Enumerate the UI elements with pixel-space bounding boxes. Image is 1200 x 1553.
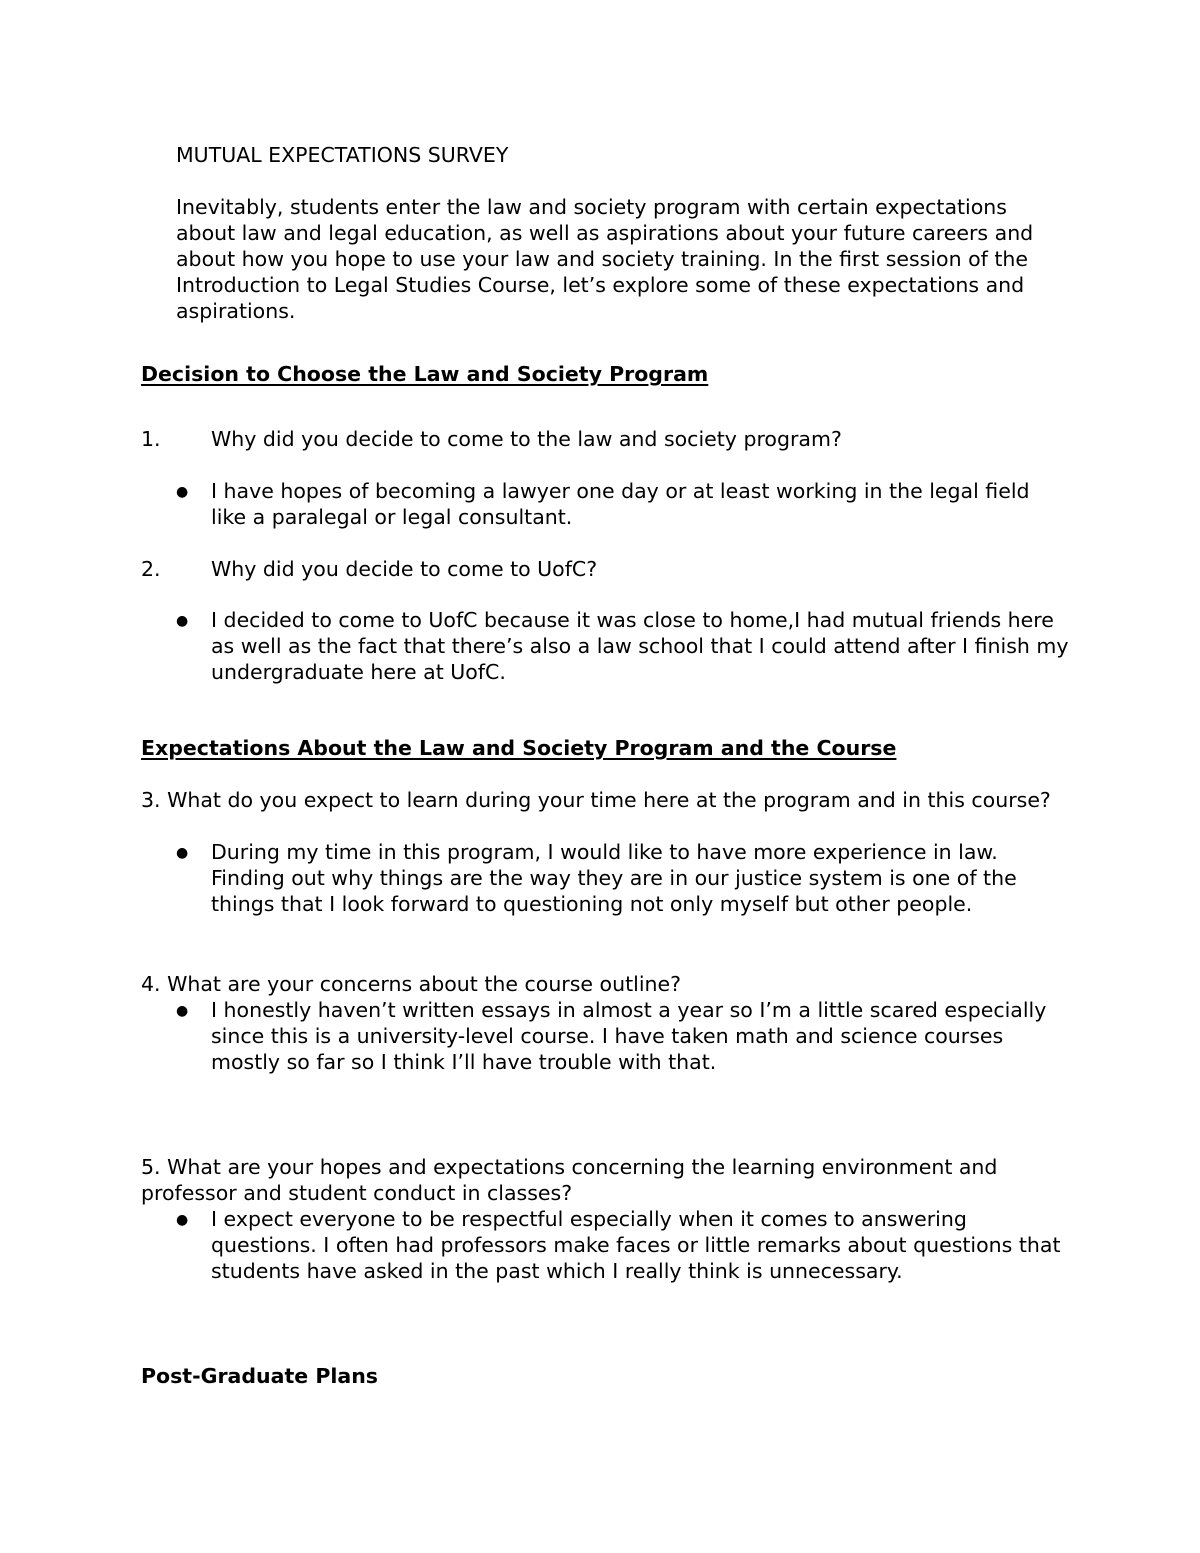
section-heading-post-graduate: Post-Graduate Plans — [141, 1364, 379, 1388]
answer-text: I have hopes of becoming a lawyer one day or at least working in the legal field like a paralegal or legal consultant. — [211, 479, 1030, 529]
question-text: 3. What do you expect to learn during your time here at the program and in this course? — [141, 788, 1051, 812]
answer-text: I expect everyone to be respectful especially when it comes to answering questions. I often had professors make faces or little remarks about questions that students have asked in the past which I really think is unnecessary. — [211, 1207, 1061, 1283]
document-title: MUTUAL EXPECTATIONS SURVEY — [176, 143, 509, 167]
answer-text: I decided to come to UofC because it was close to home,I had mutual friends here as well as the fact that there’s also a law school that I could attend after I finish my undergraduate here at UofC. — [211, 608, 1069, 684]
bullet-icon: ● — [176, 1212, 189, 1228]
answer-text: I honestly haven’t written essays in almost a year so I’m a little scared especially since this is a university-level course. I have taken math and science courses mostly so far so I think I’ll have trouble with that. — [211, 998, 1047, 1074]
question-number: 2. — [141, 557, 161, 581]
bullet-icon: ● — [176, 613, 189, 629]
section-heading-expectations: Expectations About the Law and Society Program and the Course — [141, 736, 897, 760]
question-text: 4. What are your concerns about the course outline? — [141, 972, 681, 996]
question-text: Why did you decide to come to UofC? — [211, 557, 598, 581]
answer-text: During my time in this program, I would like to have more experience in law. Finding out why things are the way they are in our justice system is one of the things that I look forward to questioning not only myself but other people. — [211, 840, 1017, 916]
section-heading-decision: Decision to Choose the Law and Society Program — [141, 362, 709, 386]
question-number: 1. — [141, 427, 161, 451]
intro-paragraph: Inevitably, students enter the law and society program with certain expectations about law and legal education, as well as aspirations about your future careers and about how you hope to use your law and society training. In the first session of the Introduction to Legal Studies Course, let’s explore some of these expectations and aspirations. — [176, 195, 1034, 323]
bullet-icon: ● — [176, 1003, 189, 1019]
bullet-icon: ● — [176, 484, 189, 500]
bullet-icon: ● — [176, 845, 189, 861]
question-text: Why did you decide to come to the law and society program? — [211, 427, 842, 451]
question-text: 5. What are your hopes and expectations concerning the learning environment and professor and student conduct in classes? — [141, 1155, 998, 1205]
